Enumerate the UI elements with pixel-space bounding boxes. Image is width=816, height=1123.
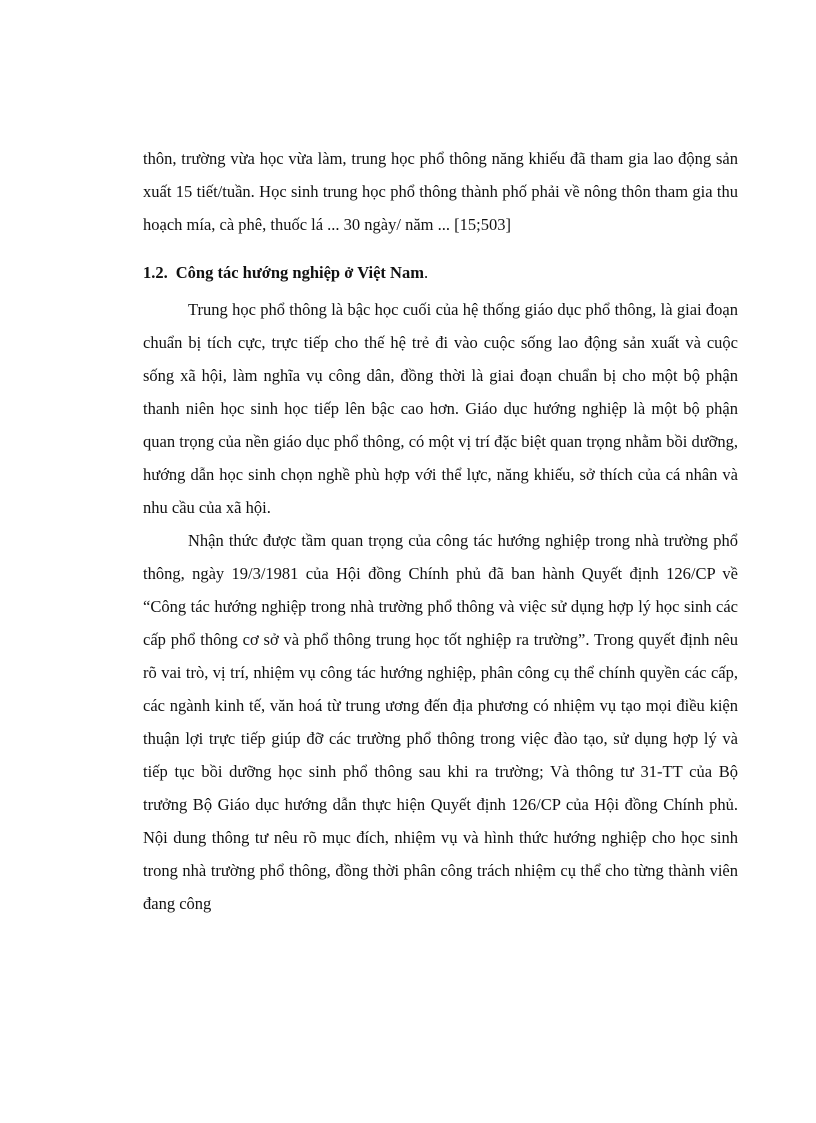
- page-content: [143, 142, 738, 920]
- section-title: Công tác hướng nghiệp ở Việt Nam: [175, 263, 424, 282]
- paragraph-1: Trung học phổ thông là bậc học cuối của hệ thống giáo dục phổ thông, là giai đoạn chuẩn bị tích cực, trực tiếp cho thế hệ trẻ đi vào cuộc sống lao động sản xuất và cuộc sống xã hội, làm nghĩa vụ công dân, đồng thời là giai đoạn chuẩn bị cho một bộ phận thanh niên học sinh học tiếp lên bậc cao hơn. Giáo dục hướng nghiệp là một bộ phận quan trọng của nền giáo dục phổ thông, có một vị trí đặc biệt quan trọng nhằm bồi dưỡng, hướng dẫn học sinh chọn nghề phù hợp với thể lực, năng khiếu, sở thích của cá nhân và nhu cầu của xã hội.: [143, 300, 738, 517]
- section-heading: [143, 256, 738, 289]
- paragraph-continued: thôn, trường vừa học vừa làm, trung học phổ thông năng khiếu đã tham gia lao động sản xuất 15 tiết/tuần. Học sinh trung học phổ thông thành phố phải về nông thôn tham gia thu hoạch mía, cà phê, thuốc lá ... 30 ngày/ năm ... [15;503]: [143, 149, 738, 234]
- section-title-period: .: [423, 263, 429, 282]
- paragraph-2: Nhận thức được tầm quan trọng của công tác hướng nghiệp trong nhà trường phổ thông, ngày 19/3/1981 của Hội đồng Chính phủ đã ban hành Quyết định 126/CP về “Công tác hướng nghiệp trong nhà trường phổ thông và việc sử dụng hợp lý học sinh các cấp phổ thông cơ sở và phổ thông trung học tốt nghiệp ra trường”. Trong quyết định nêu rõ vai trò, vị trí, nhiệm vụ công tác hướng nghiệp, phân công cụ thể chính quyền các cấp, các ngành kinh tế, văn hoá từ trung ương đến địa phương có nhiệm vụ tạo mọi điều kiện thuận lợi trực tiếp giúp đỡ các trường phổ thông trong việc đào tạo, sử dụng hợp lý và tiếp tục bồi dưỡng học sinh phổ thông sau khi ra trường; Và thông tư 31-TT của Bộ trưởng Bộ Giáo dục hướng dẫn thực hiện Quyết định 126/CP của Hội đồng Chính phủ. Nội dung thông tư nêu rõ mục đích, nhiệm vụ và hình thức hướng nghiệp cho học sinh trong nhà trường phổ thông, đồng thời phân công trách nhiệm cụ thể cho từng thành viên đang công: [143, 531, 738, 913]
- section-number: 1.2.: [143, 263, 168, 282]
